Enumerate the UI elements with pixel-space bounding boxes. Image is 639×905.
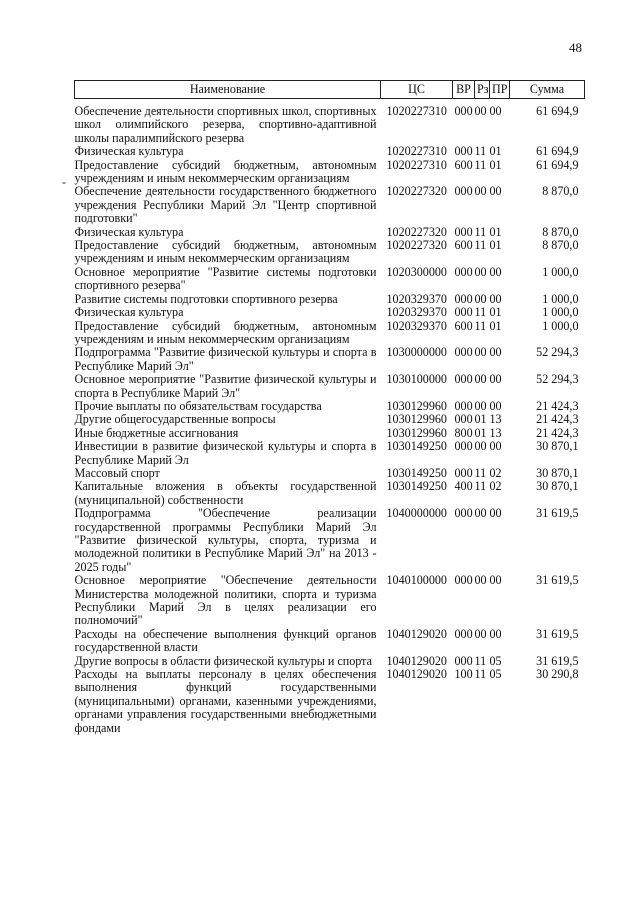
cell-sum: 8 870,0 bbox=[542, 238, 579, 253]
cell-cs: 1020227310 bbox=[386, 144, 447, 159]
cell-vr: 000 bbox=[454, 184, 473, 199]
cell-sum: 31 619,5 bbox=[536, 626, 579, 641]
cell-rz: 11 bbox=[474, 479, 487, 494]
cell-pr: 01 bbox=[489, 224, 502, 239]
cell-vr: 600 bbox=[454, 238, 473, 253]
table-row bbox=[75, 507, 585, 574]
cell-sum: 52 294,3 bbox=[536, 345, 579, 360]
cell-pr: 00 bbox=[489, 372, 502, 387]
cell-vr: 000 bbox=[454, 345, 473, 360]
table-row bbox=[75, 293, 585, 306]
cell-vr: 000 bbox=[454, 506, 473, 521]
cell-rz: 11 bbox=[474, 465, 487, 480]
cell-cs: 1030149250 bbox=[386, 439, 447, 454]
table-row bbox=[75, 413, 585, 426]
cell-vr: 000 bbox=[454, 626, 473, 641]
cell-name: Физическая культура bbox=[74, 144, 184, 159]
table-row bbox=[75, 574, 585, 628]
cell-vr: 000 bbox=[454, 104, 473, 118]
header-vr: ВР bbox=[453, 81, 475, 99]
cell-pr: 00 bbox=[489, 626, 502, 641]
table-row bbox=[75, 668, 585, 735]
cell-rz: 00 bbox=[474, 184, 487, 199]
cell-pr: 02 bbox=[489, 479, 502, 494]
cell-cs: 1030149250 bbox=[386, 465, 447, 480]
table-row bbox=[75, 346, 585, 373]
cell-pr: 00 bbox=[489, 573, 502, 588]
cell-pr: 00 bbox=[489, 439, 502, 454]
cell-pr: 05 bbox=[489, 667, 502, 682]
cell-vr: 000 bbox=[454, 144, 473, 159]
cell-vr: 000 bbox=[454, 264, 473, 279]
cell-cs: 1040129020 bbox=[386, 626, 447, 641]
cell-name: Расходы на выплаты персоналу в целях обеспечения выполнения функций государственными (муниципальными) органами, казенными учреждениями, органами управления государственными внебюджетными фондами bbox=[74, 667, 377, 735]
cell-cs: 1040129020 bbox=[386, 667, 447, 682]
cell-pr: 02 bbox=[489, 465, 502, 480]
cell-name: Расходы на обеспечение выполнения функций органов государственной власти bbox=[74, 626, 377, 655]
cell-rz: 00 bbox=[474, 398, 487, 413]
cell-name: Подпрограмма "Обеспечение реализации государственной программы Республики Марий Эл "Развитие физической культуры, спорта, туризма и молодежной политики в Республике Марий Эл" на 2013 - 2025 годы" bbox=[74, 506, 377, 574]
cell-sum: 31 619,5 bbox=[536, 653, 579, 668]
cell-vr: 000 bbox=[454, 398, 473, 413]
cell-sum: 30 870,1 bbox=[536, 465, 579, 480]
cell-vr: 000 bbox=[454, 465, 473, 480]
cell-rz: 00 bbox=[474, 264, 487, 279]
cell-sum: 31 619,5 bbox=[536, 506, 579, 521]
margin-dash-mark: - bbox=[62, 175, 66, 189]
cell-vr: 400 bbox=[454, 479, 473, 494]
table-body bbox=[75, 99, 585, 736]
table-row bbox=[75, 266, 585, 293]
cell-name: Иные бюджетные ассигнования bbox=[74, 425, 239, 440]
cell-cs: 1030100000 bbox=[386, 372, 447, 387]
cell-pr: 13 bbox=[489, 412, 502, 427]
cell-cs: 1040100000 bbox=[386, 573, 447, 588]
cell-sum: 52 294,3 bbox=[536, 372, 579, 387]
cell-name: Физическая культура bbox=[74, 224, 184, 239]
cell-pr: 01 bbox=[489, 238, 502, 253]
cell-pr: 00 bbox=[489, 264, 502, 279]
cell-cs: 1020227310 bbox=[386, 104, 447, 118]
header-name: Наименование bbox=[75, 81, 381, 99]
cell-cs: 1030149250 bbox=[386, 479, 447, 494]
table-row bbox=[75, 159, 585, 186]
cell-cs: 1020227320 bbox=[386, 238, 447, 253]
cell-cs: 1020227310 bbox=[386, 157, 447, 172]
cell-sum: 8 870,0 bbox=[542, 184, 579, 199]
cell-name: Развитие системы подготовки спортивного резерва bbox=[74, 291, 338, 306]
table-header bbox=[75, 81, 585, 99]
cell-rz: 11 bbox=[474, 238, 487, 253]
table-row bbox=[75, 655, 585, 668]
cell-pr: 01 bbox=[489, 318, 502, 333]
cell-sum: 30 870,1 bbox=[536, 479, 579, 494]
cell-cs: 1040129020 bbox=[386, 653, 447, 668]
cell-sum: 31 619,5 bbox=[536, 573, 579, 588]
cell-name: Другие вопросы в области физической культуры и спорта bbox=[74, 653, 372, 668]
cell-rz: 00 bbox=[474, 104, 487, 118]
cell-rz: 11 bbox=[474, 224, 487, 239]
cell-vr: 600 bbox=[454, 318, 473, 333]
cell-cs: 1020227320 bbox=[386, 184, 447, 199]
cell-pr: 01 bbox=[489, 144, 502, 159]
cell-vr: 000 bbox=[454, 372, 473, 387]
header-sum: Сумма bbox=[510, 81, 585, 99]
cell-name: Подпрограмма "Развитие физической культуры и спорта в Республике Марий Эл" bbox=[74, 345, 377, 373]
cell-cs: 1030000000 bbox=[386, 345, 447, 360]
table-row bbox=[75, 226, 585, 239]
cell-pr: 13 bbox=[489, 425, 502, 440]
cell-name: Физическая культура bbox=[74, 305, 184, 320]
cell-cs: 1020300000 bbox=[386, 264, 447, 279]
budget-table bbox=[74, 80, 585, 735]
cell-pr: 01 bbox=[489, 305, 502, 320]
table-row bbox=[75, 306, 585, 319]
cell-pr: 00 bbox=[489, 345, 502, 360]
cell-rz: 11 bbox=[474, 157, 487, 172]
table-row bbox=[75, 320, 585, 347]
cell-cs: 1040000000 bbox=[386, 506, 447, 521]
cell-rz: 00 bbox=[474, 372, 487, 387]
cell-vr: 000 bbox=[454, 291, 473, 306]
cell-name: Другие общегосударственные вопросы bbox=[74, 412, 276, 427]
cell-sum: 21 424,3 bbox=[536, 425, 579, 440]
cell-pr: 00 bbox=[489, 184, 502, 199]
cell-vr: 000 bbox=[454, 439, 473, 454]
cell-sum: 1 000,0 bbox=[542, 264, 579, 279]
cell-name: Обеспечение деятельности спортивных школ, спортивных школ олимпийского резерва, спортивно-адаптивной школы паралимпийского резерва bbox=[74, 104, 377, 145]
cell-vr: 000 bbox=[454, 305, 473, 320]
header-pr: ПР bbox=[490, 81, 510, 99]
cell-cs: 1020329370 bbox=[386, 291, 447, 306]
cell-sum: 61 694,9 bbox=[536, 104, 579, 118]
cell-pr: 05 bbox=[489, 653, 502, 668]
cell-rz: 00 bbox=[474, 506, 487, 521]
cell-name: Основное мероприятие "Развитие физической культуры и спорта в Республике Марий Эл" bbox=[74, 372, 377, 400]
cell-rz: 00 bbox=[474, 291, 487, 306]
cell-cs: 1030129960 bbox=[386, 425, 447, 440]
cell-pr: 01 bbox=[489, 157, 502, 172]
table-row bbox=[75, 373, 585, 400]
cell-vr: 800 bbox=[454, 425, 473, 440]
table-row bbox=[75, 440, 585, 467]
cell-rz: 01 bbox=[474, 412, 487, 427]
cell-cs: 1020329370 bbox=[386, 318, 447, 333]
cell-sum: 1 000,0 bbox=[542, 318, 579, 333]
table-row bbox=[75, 400, 585, 413]
cell-rz: 11 bbox=[474, 318, 487, 333]
table-row bbox=[75, 185, 585, 225]
cell-name: Основное мероприятие "Обеспечение деятельности Министерства молодежной политики, спорта и туризма Республики Марий Эл в целях реализации его полномочий" bbox=[74, 573, 377, 628]
cell-rz: 00 bbox=[474, 345, 487, 360]
cell-name: Капитальные вложения в объекты государственной (муниципальной) собственности bbox=[74, 479, 377, 507]
table-row bbox=[75, 427, 585, 440]
cell-sum: 1 000,0 bbox=[542, 305, 579, 320]
cell-sum: 8 870,0 bbox=[542, 224, 579, 239]
cell-cs: 1020227320 bbox=[386, 224, 447, 239]
cell-pr: 00 bbox=[489, 104, 502, 118]
cell-cs: 1020329370 bbox=[386, 305, 447, 320]
cell-rz: 00 bbox=[474, 573, 487, 588]
cell-name: Обеспечение деятельности государственного бюджетного учреждения Республики Марий Эл "Центр спортивной подготовки" bbox=[74, 184, 377, 226]
cell-rz: 11 bbox=[474, 653, 487, 668]
cell-vr: 600 bbox=[454, 157, 473, 172]
cell-rz: 11 bbox=[474, 144, 487, 159]
cell-sum: 21 424,3 bbox=[536, 398, 579, 413]
table-row bbox=[75, 467, 585, 480]
page-number: 48 bbox=[569, 40, 582, 55]
cell-name: Предоставление субсидий бюджетным, автономным учреждениям и иным некоммерческим организациям bbox=[74, 238, 377, 266]
cell-pr: 00 bbox=[489, 291, 502, 306]
cell-rz: 01 bbox=[474, 425, 487, 440]
header-rz: Рз bbox=[475, 81, 490, 99]
cell-name: Предоставление субсидий бюджетным, автономным учреждениям и иным некоммерческим организациям bbox=[74, 318, 377, 346]
cell-sum: 30 290,8 bbox=[536, 667, 579, 682]
cell-name: Предоставление субсидий бюджетным, автономным учреждениям и иным некоммерческим организациям bbox=[74, 157, 377, 186]
cell-name: Массовый спорт bbox=[74, 465, 160, 480]
cell-vr: 000 bbox=[454, 573, 473, 588]
cell-sum: 1 000,0 bbox=[542, 291, 579, 306]
cell-vr: 000 bbox=[454, 224, 473, 239]
table-row bbox=[75, 99, 585, 146]
cell-sum: 21 424,3 bbox=[536, 412, 579, 427]
cell-cs: 1030129960 bbox=[386, 412, 447, 427]
cell-sum: 61 694,9 bbox=[536, 144, 579, 159]
cell-rz: 11 bbox=[474, 667, 487, 682]
cell-pr: 00 bbox=[489, 506, 502, 521]
cell-cs: 1030129960 bbox=[386, 398, 447, 413]
table-row bbox=[75, 480, 585, 507]
cell-sum: 61 694,9 bbox=[536, 157, 579, 172]
header-cs: ЦС bbox=[381, 81, 453, 99]
cell-rz: 00 bbox=[474, 439, 487, 454]
cell-vr: 100 bbox=[454, 667, 473, 682]
cell-sum: 30 870,1 bbox=[536, 439, 579, 454]
cell-pr: 00 bbox=[489, 398, 502, 413]
cell-vr: 000 bbox=[454, 412, 473, 427]
cell-name: Основное мероприятие "Развитие системы подготовки спортивного резерва" bbox=[74, 264, 377, 293]
cell-name: Прочие выплаты по обязательствам государства bbox=[74, 398, 322, 413]
cell-vr: 000 bbox=[454, 653, 473, 668]
table-row bbox=[75, 145, 585, 158]
cell-rz: 11 bbox=[474, 305, 487, 320]
table-row bbox=[75, 628, 585, 655]
cell-name: Инвестиции в развитие физической культуры и спорта в Республике Марий Эл bbox=[74, 439, 377, 467]
cell-rz: 00 bbox=[474, 626, 487, 641]
table-row bbox=[75, 239, 585, 266]
